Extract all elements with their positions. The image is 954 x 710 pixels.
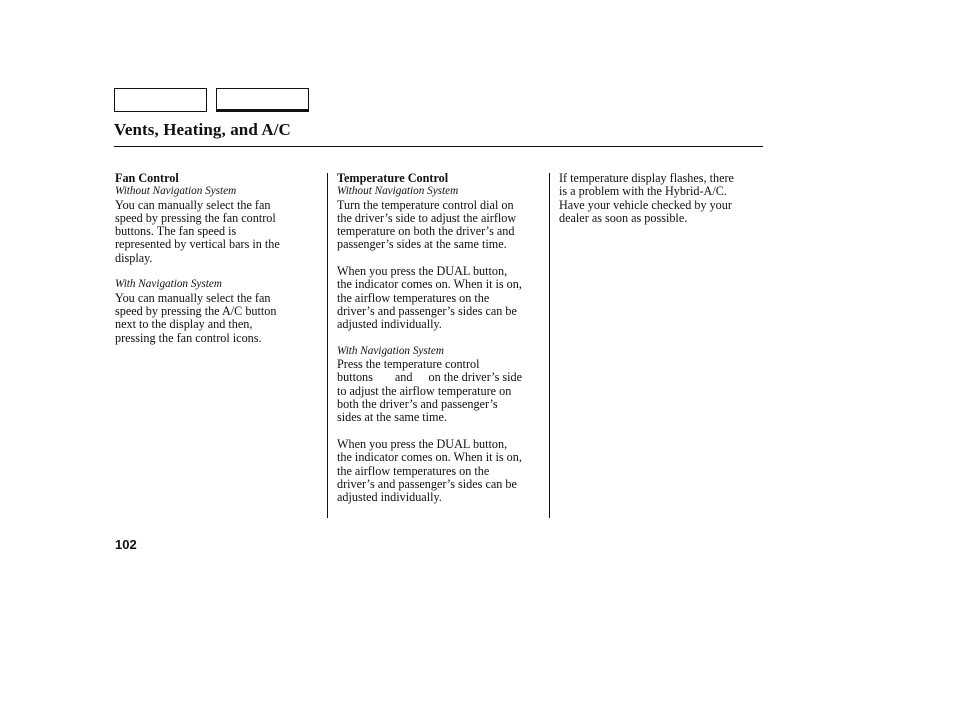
page-number: 102 <box>115 537 137 552</box>
temp-with-nav-text <box>337 358 547 424</box>
text-line: If temperature display flashes, there <box>559 171 734 185</box>
text-line: represented by vertical bars in the <box>115 237 280 252</box>
column-divider-2 <box>549 173 550 518</box>
temperature-control-column <box>337 172 547 504</box>
fan-with-nav-subheading: With Navigation System <box>115 278 222 291</box>
title-rule <box>114 146 763 147</box>
text-line: Have your vehicle checked by your <box>559 197 732 212</box>
text-line: When you press the DUAL button, <box>337 264 508 279</box>
text-line: to adjust the airflow temperature on <box>337 383 512 398</box>
page-title: Vents, Heating, and A/C <box>114 120 291 139</box>
temp-without-nav-subheading: Without Navigation System <box>337 185 459 198</box>
text-line: the airflow temperatures on the <box>337 290 490 305</box>
temperature-control-heading: Temperature Control <box>337 171 449 185</box>
text-line: display. <box>115 250 153 265</box>
text-line: temperature on both the driver’s and <box>337 224 515 239</box>
text-line: sides at the same time. <box>337 410 447 425</box>
text-line: pressing the fan control icons. <box>115 330 262 345</box>
text-line: the indicator comes on. When it is on, <box>337 277 522 292</box>
fan-control-column <box>115 172 315 345</box>
text-line: speed by pressing the A/C button <box>115 303 277 318</box>
text-line: both the driver’s and passenger’s <box>337 397 498 412</box>
temp-dual-text-1 <box>337 265 547 331</box>
fan-without-nav-text <box>115 199 315 265</box>
text-line: the indicator comes on. When it is on, <box>337 450 522 465</box>
text-line: is a problem with the Hybrid-A/C. <box>559 184 727 199</box>
and-word: and <box>394 370 413 385</box>
text-line: buttons. The fan speed is <box>115 224 237 239</box>
text-line: next to the display and then, <box>115 317 253 332</box>
text-line: adjusted individually. <box>337 317 442 332</box>
text-line: driver’s and passenger’s sides can be <box>337 476 517 491</box>
text-line: dealer as soon as possible. <box>559 210 688 225</box>
text-line: passenger’s sides at the same time. <box>337 237 507 252</box>
text-line: the driver’s side to adjust the airflow <box>337 210 517 225</box>
on-driver-side: on the driver’s side <box>428 370 523 385</box>
temp-with-nav-subheading: With Navigation System <box>337 344 444 357</box>
temp-without-nav-text <box>337 199 547 252</box>
text-line: You can manually select the fan <box>115 290 271 305</box>
text-line: Press the temperature control <box>337 357 480 372</box>
temperature-flash-note <box>559 172 764 225</box>
text-line: speed by pressing the fan control <box>115 210 276 225</box>
temp-dual-text-2 <box>337 438 547 504</box>
text-line: driver’s and passenger’s sides can be <box>337 303 517 318</box>
fan-control-heading: Fan Control <box>115 171 179 185</box>
nav-box-main-menu[interactable] <box>114 88 207 112</box>
buttons-word: buttons <box>337 370 373 385</box>
nav-box-table-of-contents[interactable] <box>216 88 309 112</box>
text-line: Turn the temperature control dial on <box>337 197 514 212</box>
fan-with-nav-text <box>115 292 315 345</box>
text-line: adjusted individually. <box>337 490 442 505</box>
temperature-flash-note-column <box>559 172 764 225</box>
fan-without-nav-subheading: Without Navigation System <box>115 185 237 198</box>
text-line: the airflow temperatures on the <box>337 463 490 478</box>
text-line: When you press the DUAL button, <box>337 436 508 451</box>
column-divider-1 <box>327 173 328 518</box>
text-line-with-icons <box>337 371 547 384</box>
text-line: You can manually select the fan <box>115 197 271 212</box>
